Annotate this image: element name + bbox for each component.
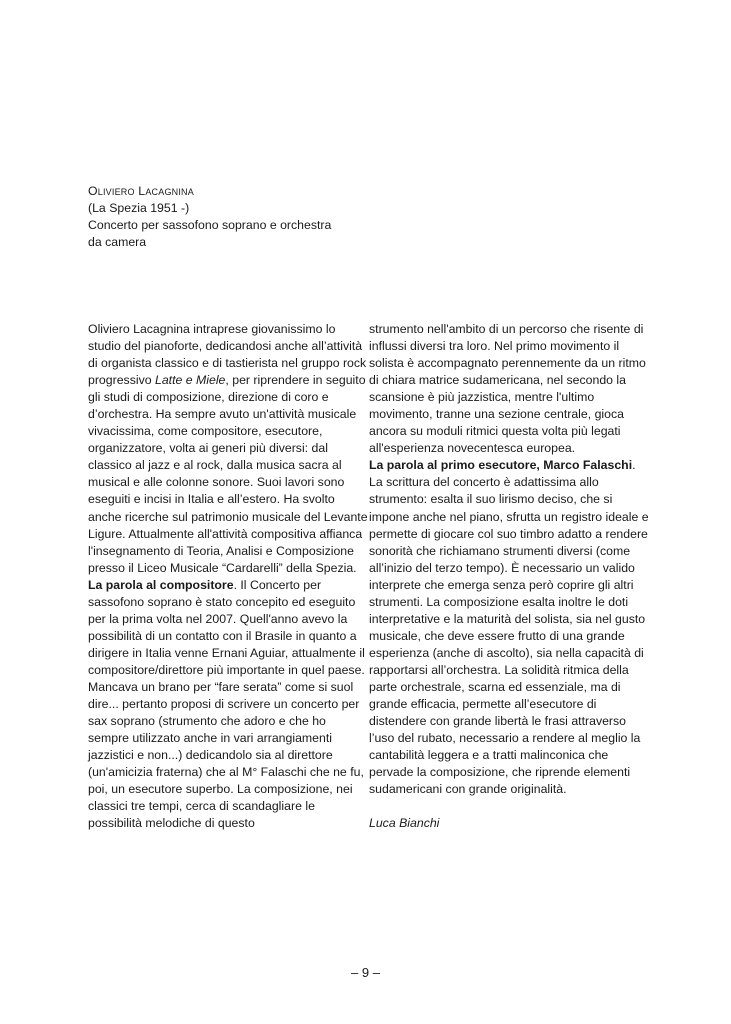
band-name: Latte e Miele — [154, 373, 226, 388]
biography-text-1: Oliviero Lacagnina intraprese giovanissimo lo studio del pianoforte, dedicandosi anche all’attività di organista classico e di tastierista nel gruppo rock progressivo — [88, 322, 367, 388]
composer-name: Oliviero Lacagnina — [88, 184, 194, 198]
author-signature: Luca Bianchi — [369, 816, 440, 831]
performer-heading-line — [369, 457, 651, 474]
work-header — [88, 183, 358, 251]
composer-statement-paragraph — [88, 577, 370, 833]
performer-statement-text: La scrittura del concerto è adattissima allo strumento: esalta il suo lirismo deciso, che si impone anche nel piano, sfrutta un registro ideale e permette di giocare col suo timbro adatto a rendere sonorità che richiamano strumenti diversi (come all’inizio del terzo tempo). È necessario un valido interprete che emerga senza però coprire gli altri strumenti. La composizione esalta inoltre le doti interpretative e la maturità del solista, sia nel gusto musicale, che deve essere frutto di una grande esperienza (anche di ascolto), sia nella capacità di rapportarsi all’orchestra. La solidità ritmica della parte orchestrale, scarna ed essenziale, ma di grande efficacia, permette all’esecutore di distendere con grande libertà le frasi attraverso l’uso del rubato, necessario a rendere al meglio la cantabilità leggera e a tratti malinconica che pervade la composizione, che riprende elementi sudamericani con grande originalità. — [369, 475, 649, 797]
biography-text-2: , per riprendere in seguito gli studi di composizione, direzione di coro e d’orchestra. Ha sempre avuto un'attività musicale vivacissima, come compositore, esecutore, organizzatore, volta ai generi più diversi: dal classico al jazz e al rock, dalla musica sacra al musical e alle colonne sonore. Suoi lavori sono eseguiti e incisi in Italia e all’estero. Ha svolto anche ricerche sul patrimonio musicale del Levante Ligure. Attualmente all'attività compositiva affianca l'insegnamento di Teoria, Analisi e Composizione presso il Liceo Musicale “Cardarelli” della Spezia. — [88, 373, 368, 575]
composer-statement-continuation: strumento nell'ambito di un percorso che risente di influssi diversi tra loro. Nel primo movimento il solista è accompagnato perennemente da un ritmo di chiara matrice sudamericana, nel secondo la scansione è più jazzistica, mentre l'ultimo movimento, tranne una sezione centrale, gioca ancora su moduli ritmici questa volta più legati all'esperienza novecentesca europea. — [369, 322, 646, 456]
composer-statement-text: . Il Concerto per sassofono soprano è stato concepito ed eseguito per la prima volta nel 2007. Quell'anno avevo la possibilità di un contatto con il Brasile in quanto a dirigere in Italia venne Ernani Aguiar, attualmente il compositore/direttore più importante in quel paese. Mancava un brano per “fare serata” come si suol dire... pertanto proposi di scrivere un concerto per sax soprano (strumento che adoro e che ho sempre utilizzato anche in vari arrangiamenti jazzistici e non...) dedicandolo sia al direttore (un'amicizia fraterna) che al M° Falaschi che ne fu, poi, un esecutore superbo. La composizione, nei classici tre tempi, cerca di scandagliare le possibilità melodiche di questo — [88, 577, 365, 831]
work-title-line-2: da camera — [88, 235, 147, 249]
left-column — [88, 321, 370, 832]
work-title-line-1: Concerto per sassofono soprano e orchestra — [88, 218, 332, 232]
composer-statement-heading: La parola al compositore — [88, 577, 234, 592]
composer-dates: (La Spezia 1951 -) — [88, 201, 190, 215]
biography-paragraph — [88, 321, 370, 577]
right-column — [369, 321, 651, 832]
page-number: – 9 – — [351, 965, 380, 980]
performer-heading-punctuation: . — [632, 458, 636, 473]
performer-statement-heading: La parola al primo esecutore, Marco Falaschi — [369, 458, 633, 473]
